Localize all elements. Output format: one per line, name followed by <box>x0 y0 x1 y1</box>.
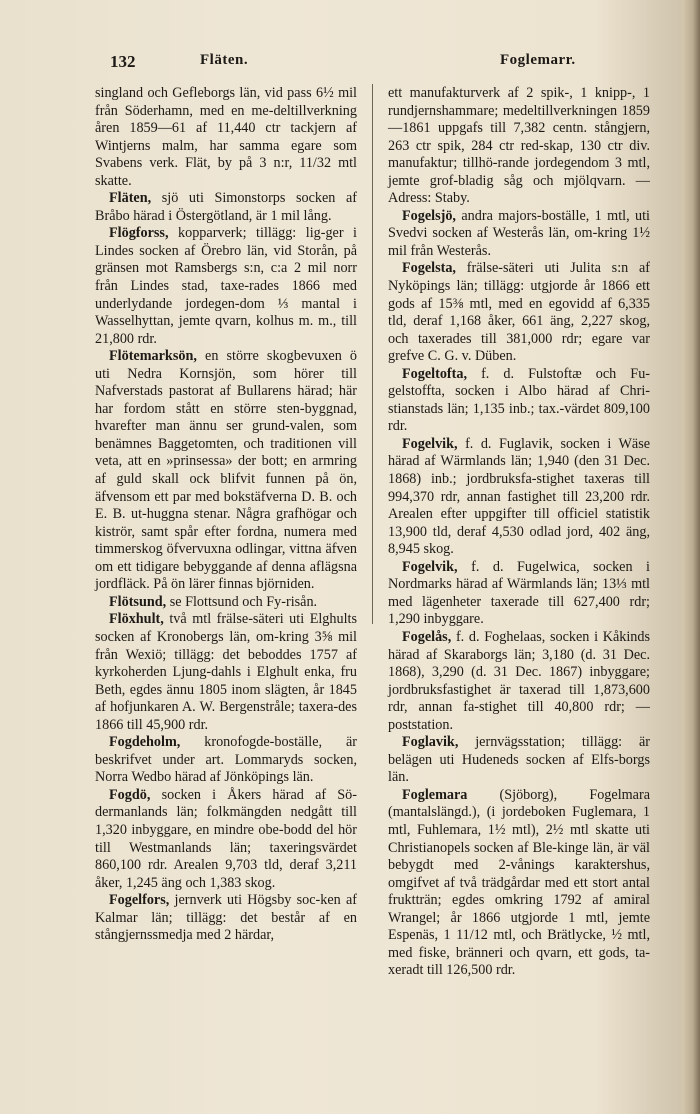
entry-headword: Flöxhult, <box>109 611 164 628</box>
entry-paragraph: Fogelsjö, andra majors-boställe, 1 mtl, uti Svedvi socken af Westerås län, om-kring 1½ mil från Westerås. <box>388 207 650 259</box>
entry-paragraph: Foglavik, jernvägsstation; tillägg: är belägen uti Hudeneds socken af Elfs-borgs län. <box>388 734 650 786</box>
right-column <box>388 85 650 980</box>
entry-paragraph: Foglemara (Sjöborg), Fogelmara (mantalslängd.), (i jordeboken Fuglemara, 1 mtl, Fuhlemara, 1½ mtl), 2½ mtl skatte uti Christianopels socken af Ble-kinge län, är väl bebygdt med 2-vånings karaktershus, omgifvet af två trädgårdar med ett stort antal fruktträn; egdes omkring 1792 af amiral Wrangel; år 1866 utgjorde 1 mtl, jemte Espenäs, 1 11/12 mtl, och Brätlycke, ½ mtl, med fiske, bränneri och qvarn, ett gods, ta-xeradt till 126,500 rdr. <box>388 786 650 979</box>
page-header <box>110 52 680 76</box>
entry-headword: Fogelsta, <box>402 260 456 277</box>
entry-headword: Fogelvik, <box>402 558 458 575</box>
entry-paragraph: Flötemarksön, en större skogbevuxen ö uti Nedra Kornsjön, som hörer till Nafverstads pastorat af Bullarens härad; här har fordom stått en större sten-byggnad, hvarefter man ännu ser grund-valen, som benämnes Baggetomten, och traditionen vill veta, att en »prinsessa» der bott; en armring af guld skall ock blifvit funnen på ön, äfvensom ett par med bokstäfverna D. B. och E. B. ut-huggna stenar. Några grafhögar och kiströr, samt spår efter fordna, numera med timmerskog öfvervuxna odlingar, vittna äfven om ett tidigare bebyggande af denna aflägsna jordfläck. På ön lärer finnas björniden. <box>95 348 358 593</box>
entry-paragraph: Fogelvik, f. d. Fuglavik, socken i Wäse härad af Wärmlands län; 1,940 (den 31 Dec. 1868) inb.; jordbruksfa-stighet taxeras till 994,370 rdr, annan fastighet till 23,200 rdr. Arealen efter uppgifter till officiel statistik 13,900 tld, deraf 4,530 odlad jord, 402 äng, 8,945 skog. <box>388 435 651 558</box>
entry-paragraph: Flögforss, kopparverk; tillägg: lig-ger i Lindes socken af Örebro län, vid Storån, på gränsen mot Ramsbergs s:n, c:a 2 mil norr från Lindes stad, taxe-rades 1866 med underlydande jordegen-dom ⅓ mantal i Wasselhyttan, jemte qvarn, kolhus m. m., till 21,800 rdr. <box>95 225 358 347</box>
column-divider <box>372 84 373 624</box>
entry-headword: Fogdö, <box>109 786 151 803</box>
entry-paragraph: Fogelsta, frälse-säteri uti Julita s:n af Nyköpings län; tillägg: utgjorde år 1866 ett gods af 15⅜ mtl, med en egovidd af 6,335 tld, deraf 1,168 åker, 661 äng, 2,227 skog, och taxerades till 381,000 rdr; egare var grefve C. G. v. Düben. <box>388 260 651 365</box>
entry-headword: Fogdeholm, <box>109 734 181 751</box>
right-running-head: Foglemarr. <box>500 52 576 68</box>
entry-headword: Fogeltofta, <box>402 365 468 382</box>
entry-paragraph: Fogelås, f. d. Foghelaas, socken i Kåkinds härad af Skaraborgs län; 3,180 (d. 31 Dec. 1868), 3,290 (d. 31 Dec. 1867) inbyggare; jordbruksfastighet är taxerad till 1,873,600 rdr, annan fa-stighet till 40,800 rdr; — poststation. <box>388 628 650 733</box>
left-running-head: Fläten. <box>200 52 249 68</box>
entry-paragraph: Fogeltofta, f. d. Fulstoftæ och Fu-gelstoffta, socken i Albo härad af Chri-stianstads län; 1,135 inb.; tax.-värdet 809,100 rdr. <box>388 365 651 435</box>
entry-headword: Flötsund, <box>109 593 167 610</box>
entry-paragraph: singland och Gefleborgs län, vid pass 6½ mil från Söderhamn, med en me-deltillverkning åren 1859—61 af 11,440 ctr tackjern af Wintjerns malm, har samma egare som Svabens verk. Flät, by på 3 n:r, 11/32 mtl skatte. <box>95 85 357 189</box>
entry-paragraph: Fläten, sjö uti Simonstorps socken af Bråbo härad i Östergötland, är 1 mil lång. <box>95 190 358 224</box>
entry-paragraph: Flötsund, se Flottsund och Fy-risån. <box>109 593 318 610</box>
entry-paragraph: Flöxhult, två mtl frälse-säteri uti Elghults socken af Kronobergs län, om-kring 3⅝ mil från Wexiö; tillägg: det beboddes 1757 af kyrkoherden Ljung-dahls i Elghult enka, fru Beth, egdes ännu 1805 inom slägten, år 1845 af hofjunkaren A. W. Bergenstråle; taxera-des 1866 till 45,900 rdr. <box>95 611 357 733</box>
entry-headword: Fogelfors, <box>109 892 170 909</box>
entry-paragraph: Fogelvik, f. d. Fugelwica, socken i Nordmarks härad af Wärmlands län; 13⅓ mtl med lägenheter taxerade till 627,400 rdr; 1,290 inbyggare. <box>388 558 651 628</box>
entry-headword: Flötemarksön, <box>109 348 197 365</box>
left-column <box>95 85 357 945</box>
entry-paragraph: Fogdö, socken i Åkers härad af Sö-dermanlands län; folkmängden nedgått till 1,320 inbyggare, en mindre obe-bodd del hör till Westmanlands län; taxeringsvärdet 860,100 rdr. Arealen 9,703 tld, deraf 3,211 åker, 1,245 äng och 1,383 skog. <box>95 786 358 891</box>
entry-headword: Flögforss, <box>109 225 169 242</box>
entry-paragraph: ett manufakturverk af 2 spik-, 1 knipp-, 1 rundjernshammare; medeltillverkningen 1859—1861 uppgafs till 7,382 centn. stångjern, 263 ctr spik, 284 ctr red-skap, 130 ctr div. manufaktur; tillhö-rande jordegendom 3 mtl, jemte grof-bladig såg och mjölqvarn. — Adress: Staby. <box>388 85 650 207</box>
entry-headword: Foglemara <box>402 786 468 803</box>
entry-headword: Fogelås, <box>402 628 452 645</box>
page-number: 132 <box>110 52 136 71</box>
entry-headword: Fläten, <box>109 190 152 207</box>
page-edge <box>682 0 700 1114</box>
entry-paragraph: Fogelfors, jernverk uti Högsby soc-ken af Kalmar län; tillägg: det består af en stångjernssmedja med 2 härdar, <box>95 892 358 944</box>
entry-headword: Fogelvik, <box>402 435 458 452</box>
entry-headword: Fogelsjö, <box>402 207 456 224</box>
entry-paragraph: Fogdeholm, kronofogde-boställe, är beskrifvet under art. Lommaryds socken, Norra Wedbo härad af Jönköpings län. <box>95 734 358 786</box>
entry-headword: Foglavik, <box>402 734 459 751</box>
